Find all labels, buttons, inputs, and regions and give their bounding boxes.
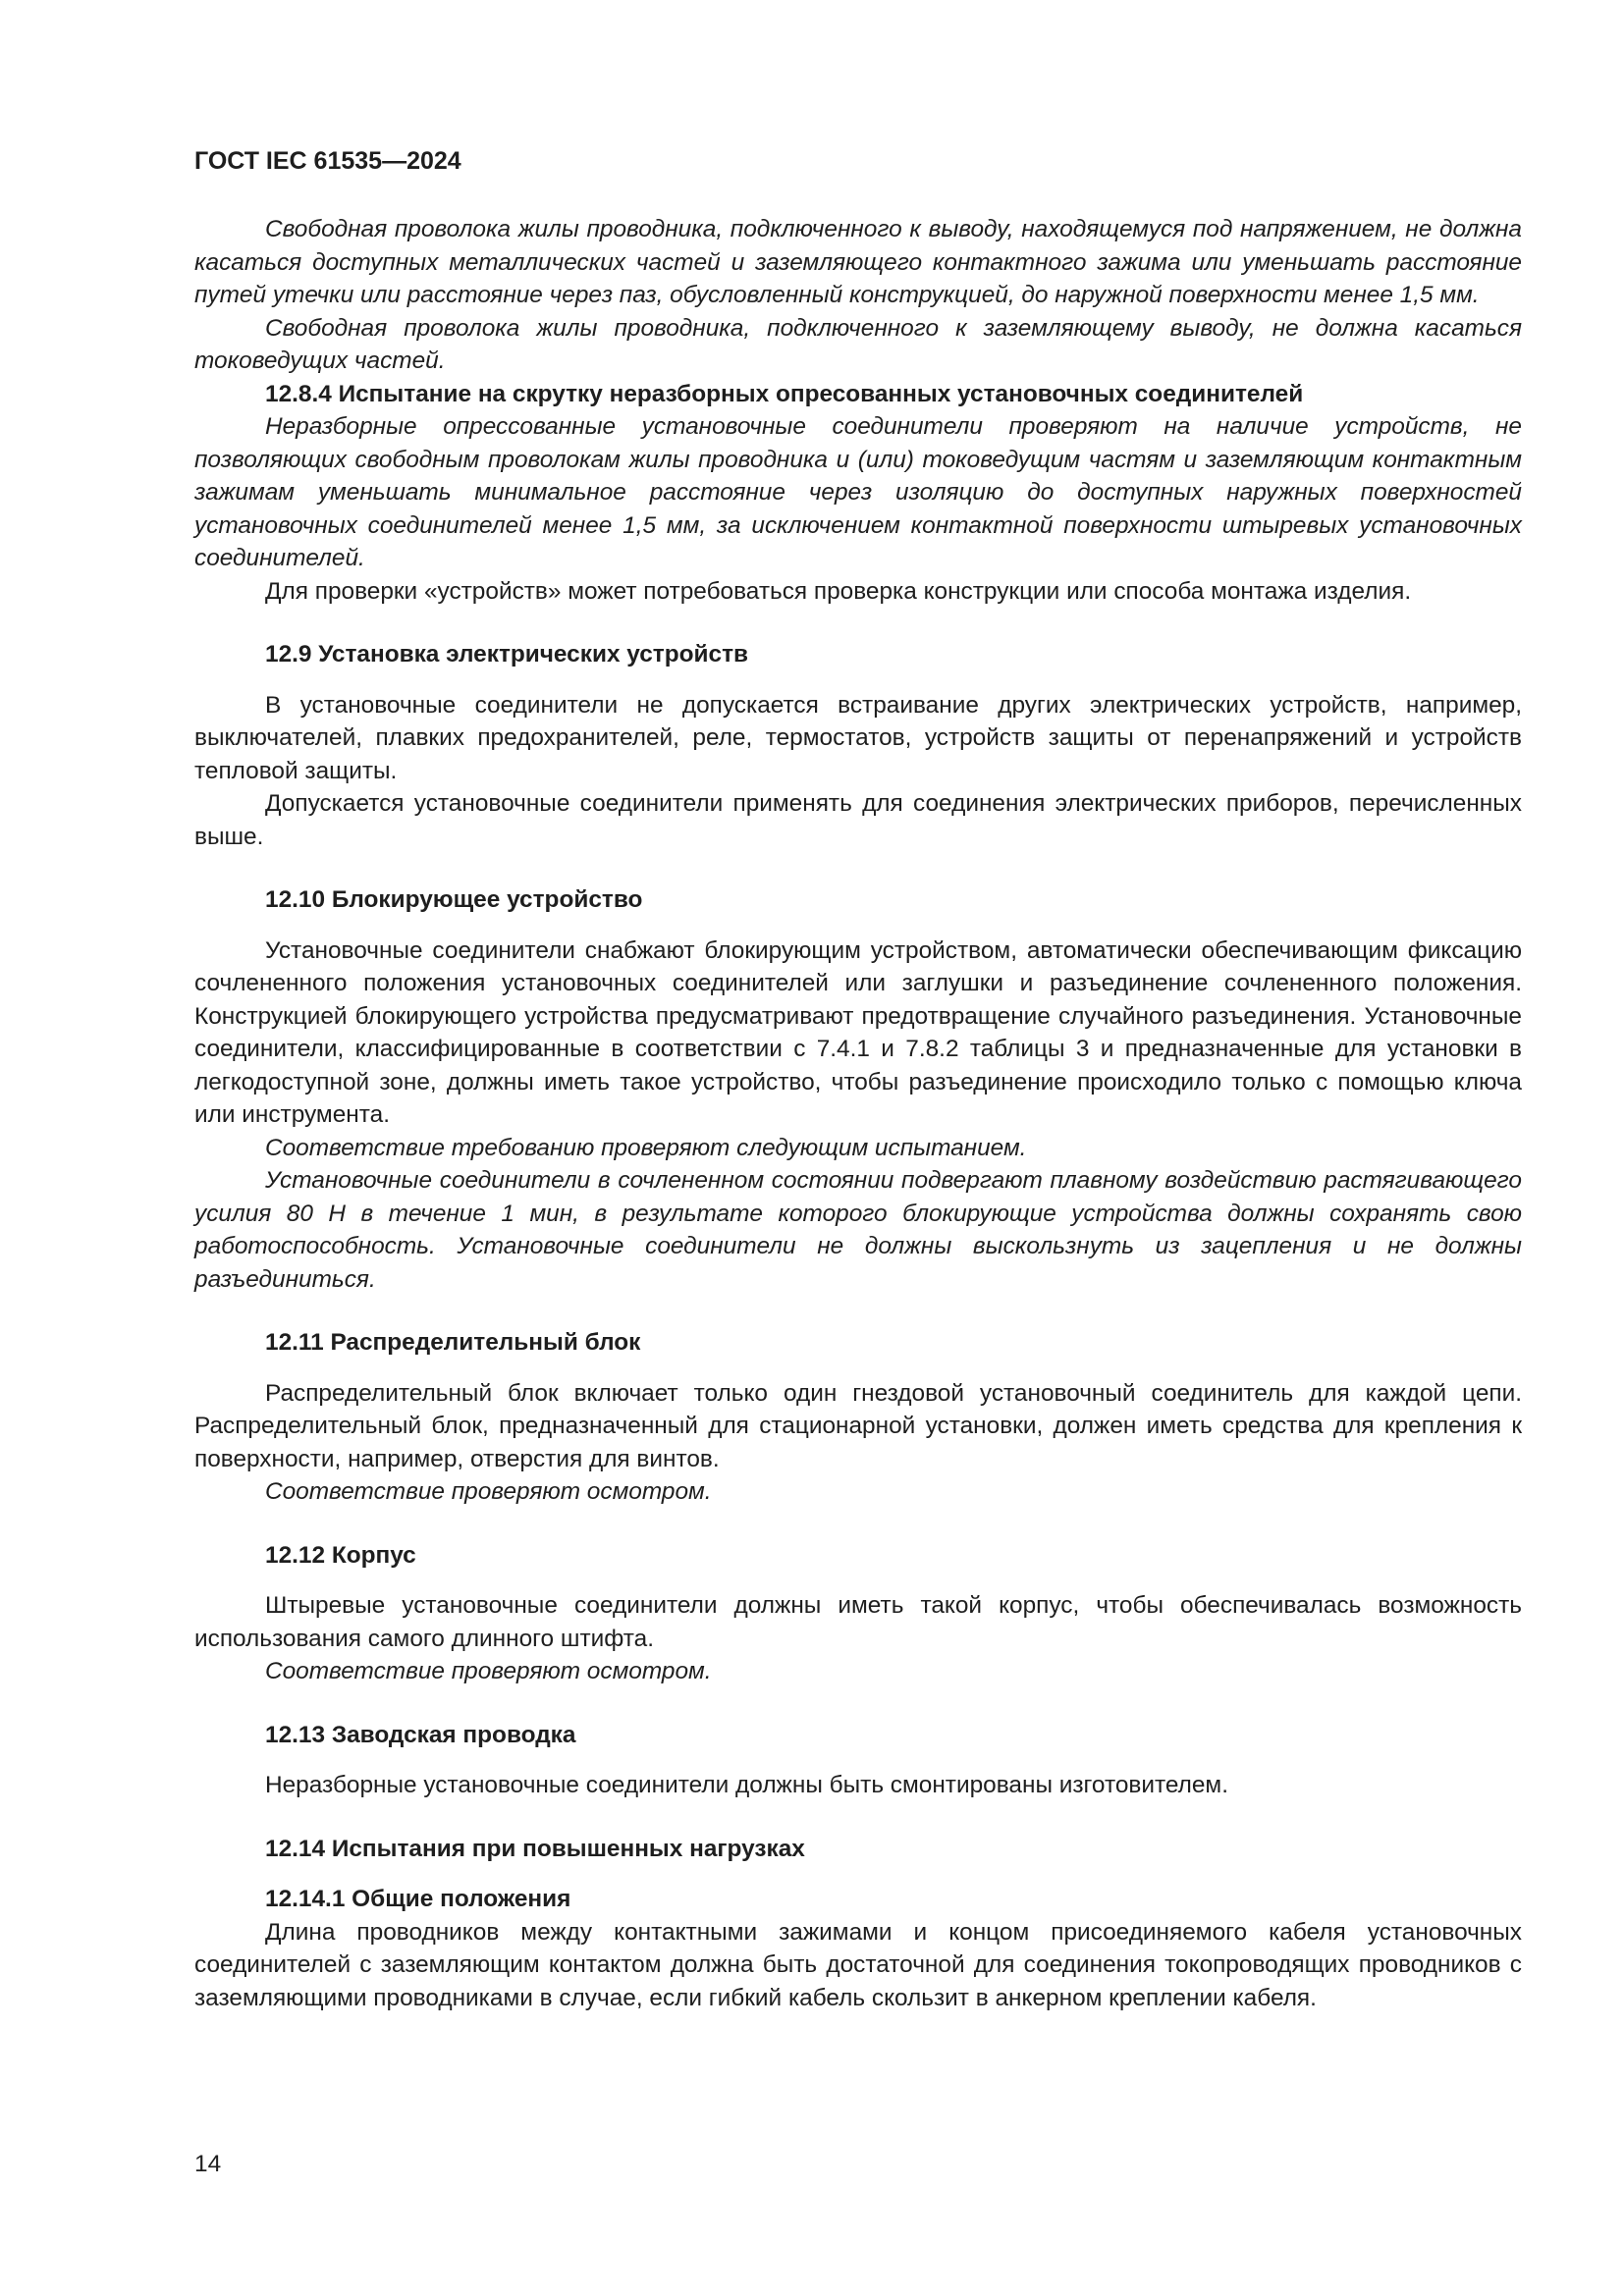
paragraph: Штыревые установочные соединители должны иметь такой корпус, чтобы обеспечивалась возможность использования самого длинного штифта. [194,1592,1522,1652]
paragraph: В установочные соединители не допускается встраивание других электрических устройств, например, выключателей, плавких предохранителей, реле, термостатов, устройств защиты от перенапряжений и устройств тепловой защиты. [194,691,1522,784]
paragraph: Свободная проволока жилы проводника, подключенного к заземляющему выводу, не должна касаться токоведущих частей. [194,314,1522,374]
paragraph: Неразборные опрессованные установочные соединители проверяют на наличие устройств, не позволяющих свободным проволокам жилы проводника и (или) токоведущим частям и заземляющим контактным зажимам уменьшать минимальное расстояние через изоляцию до доступных наружных поверхностей установочных соединителей менее 1,5 мм, за исключением контактной поверхности штыревых установочных соединителей. [194,413,1522,571]
paragraph: Соответствие требованию проверяют следующим испытанием. [265,1134,1027,1161]
section-heading-12-8-4: 12.8.4 Испытание на скрутку неразборных опресованных установочных соединителей [265,380,1304,407]
section-heading-12-14-1: 12.14.1 Общие положения [265,1886,571,1912]
paragraph: Соответствие проверяют осмотром. [265,1658,712,1684]
section-heading-12-14: 12.14 Испытания при повышенных нагрузках [265,1835,805,1862]
section-heading-12-12: 12.12 Корпус [265,1541,416,1569]
section-heading-12-9: 12.9 Установка электрических устройств [265,641,749,667]
paragraph: Установочные соединители в сочлененном состоянии подвергают плавному воздействию растягивающего усилия 80 Н в течение 1 мин, в результате которого блокирующие устройства должны сохранять свою работоспособность. Установочные соединители не должны выскользнуть из зацепления и не должны разъединиться. [194,1167,1522,1293]
paragraph: Для проверки «устройств» может потребоваться проверка конструкции или способа монтажа изделия. [265,577,1412,605]
paragraph: Соответствие проверяют осмотром. [265,1478,712,1505]
paragraph: Длина проводников между контактными зажимами и концом присоединяемого кабеля установочных соединителей с заземляющим контактом должна быть достаточной для соединения токопроводящих проводников с заземляющими проводниками в случае, если гибкий кабель скользит в анкерном креплении кабеля. [194,1918,1522,2011]
paragraph: Неразборные установочные соединители должны быть смонтированы изготовителем. [265,1772,1228,1798]
section-heading-12-10: 12.10 Блокирующее устройство [265,886,643,913]
page-number: 14 [194,2151,222,2177]
paragraph: Установочные соединители снабжают блокирующим устройством, автоматически обеспечивающим фиксацию сочлененного положения установочных соединителей или заглушки и разъединение сочлененного положения. Конструкцией блокирующего устройства предусматривают предотвращение случайного разъединения. Установочные соединители, классифицированные в соответствии с 7.4.1 и 7.8.2 таблицы 3 и предназначенные для установки в легкодоступной зоне, должны иметь такое устройство, чтобы разъединение происходило только с помощью ключа или инструмента. [194,936,1522,1128]
paragraph: Распределительный блок включает только один гнездовой установочный соединитель для каждой цепи. Распределительный блок, предназначенный для стационарной установки, должен иметь средства для крепления к поверхности, например, отверстия для винтов. [194,1379,1522,1472]
paragraph: Допускается установочные соединители применять для соединения электрических приборов, перечисленных выше. [194,790,1522,850]
page-body [194,147,1522,2014]
standard-designation: ГОСТ IEC 61535—2024 [194,147,461,175]
section-heading-12-13: 12.13 Заводская проводка [265,1721,576,1748]
paragraph: Свободная проволока жилы проводника, подключенного к выводу, находящемуся под напряжением, не должна касаться доступных металлических частей и заземляющего контактного зажима или уменьшать расстояние путей утечки или расстояние через паз, обусловленный конструкцией, до наружной поверхности менее 1,5 мм. [194,216,1522,308]
section-heading-12-11: 12.11 Распределительный блок [265,1329,641,1356]
